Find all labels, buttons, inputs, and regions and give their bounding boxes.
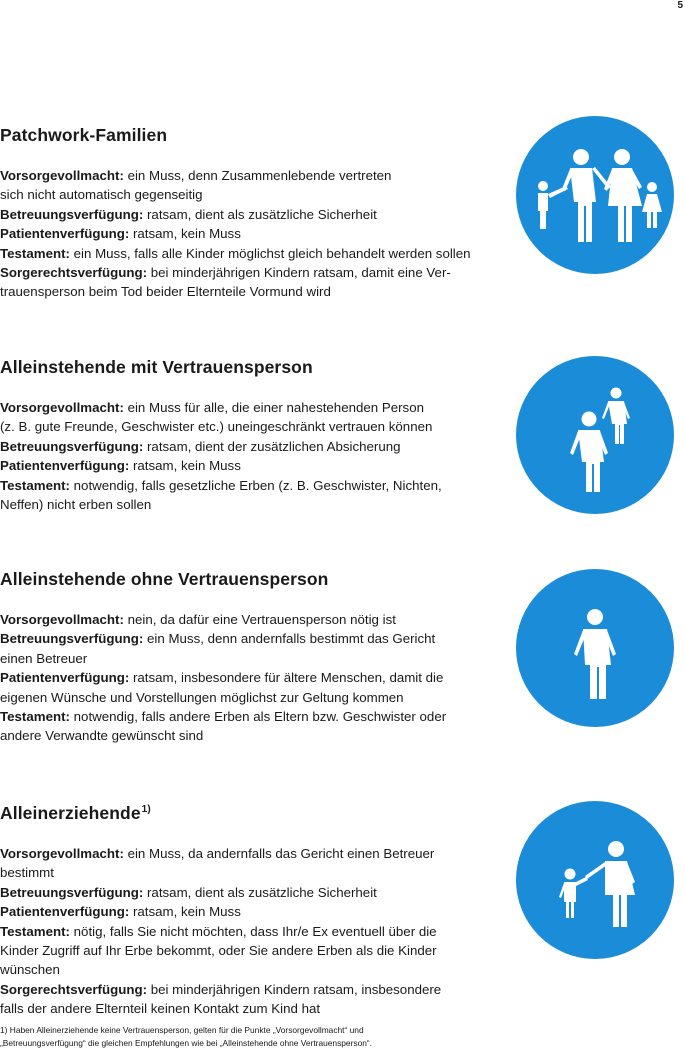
line-label: Sorgerechtsverfügung: — [0, 265, 148, 281]
section-line — [0, 980, 520, 999]
section-line — [0, 224, 520, 243]
line-text: ratsam, kein Muss — [129, 458, 241, 474]
section-line — [0, 649, 520, 668]
line-text: ein Muss, denn Zusammenlebende vertreten — [123, 168, 392, 183]
section-line — [0, 437, 520, 456]
line-text: andere Verwandte gewünscht sind — [0, 728, 204, 744]
section-line — [0, 668, 520, 687]
section-line — [0, 185, 520, 204]
section-single-parents — [0, 799, 520, 1019]
section-line — [0, 244, 520, 263]
line-text: trauensperson beim Tod beider Elternteile Vormund wird — [0, 284, 331, 300]
section-title: Alleinstehende ohne Vertrauensperson — [0, 569, 329, 589]
section-line — [0, 629, 520, 648]
section-line — [0, 883, 520, 902]
section-line — [0, 263, 520, 282]
section-line — [0, 282, 520, 301]
line-label: Vorsorgevollmacht: — [0, 168, 124, 183]
line-label: Betreuungsverfügung: — [0, 206, 144, 222]
section-line — [0, 610, 520, 629]
line-text: Neffen) nicht erben sollen — [0, 497, 152, 513]
line-label: Testament: — [0, 709, 70, 725]
line-label: Testament: — [0, 477, 70, 493]
section-title: Alleinstehende mit Vertrauensperson — [0, 357, 313, 377]
section-body — [0, 844, 520, 1019]
line-label: Patientenverfügung: — [0, 670, 130, 686]
footnote-marker: 1) — [141, 804, 151, 815]
patchwork-family-icon — [516, 116, 674, 274]
section-line — [0, 902, 520, 921]
line-label: Betreuungsverfügung: — [0, 438, 144, 454]
line-text: notwendig, falls andere Erben als Eltern bzw. Geschwister oder — [69, 709, 447, 725]
line-text: ratsam, dient als zusätzliche Sicherheit — [143, 884, 377, 900]
footnote — [0, 1024, 520, 1050]
line-text: ratsam, kein Muss — [129, 904, 241, 920]
line-label: Testament: — [0, 923, 70, 939]
line-text: notwendig, falls gesetzliche Erben (z. B. Geschwister, Nichten, — [69, 477, 442, 493]
line-text: ratsam, dient der zusätzlichen Absicherung — [143, 438, 401, 454]
line-text: falls der andere Elternteil keinen Kontakt zum Kind hat — [0, 1001, 321, 1017]
line-text: ein Muss, denn andernfalls bestimmt das Gericht — [143, 631, 436, 647]
line-text: Kinder Zugriff auf Ihr Erbe bekommt, oder Sie andere Erben als die Kinder — [0, 943, 437, 959]
line-text: wünschen — [0, 962, 60, 978]
line-label: Patientenverfügung: — [0, 458, 130, 474]
line-label: Sorgerechtsverfügung: — [0, 981, 148, 997]
section-line — [0, 844, 520, 863]
line-text: bei minderjährigen Kindern ratsam, damit eine Ver- — [147, 265, 451, 281]
line-label: Vorsorgevollmacht: — [0, 612, 124, 627]
line-text: eigenen Wünsche und Vorstellungen möglichst zur Geltung kommen — [0, 689, 404, 705]
line-label: Patientenverfügung: — [0, 226, 130, 242]
section-patchwork-families — [0, 124, 520, 302]
line-text: (z. B. gute Freunde, Geschwister etc.) uneingeschränkt vertrauen können — [0, 419, 433, 435]
section-line — [0, 495, 520, 514]
section-line — [0, 863, 520, 882]
section-title: Alleinerziehende$^{1)}$ — [0, 803, 151, 823]
section-line — [0, 999, 520, 1018]
line-text: bestimmt — [0, 865, 54, 881]
section-line — [0, 922, 520, 941]
section-line — [0, 476, 520, 495]
section-line — [0, 726, 520, 745]
section-body — [0, 166, 520, 302]
line-text: sich nicht automatisch gegenseitig — [0, 187, 203, 203]
line-text: ein Muss, da andernfalls das Gericht einen Betreuer — [123, 846, 435, 861]
line-text: ein Muss, falls alle Kinder möglichst gleich behandelt werden sollen — [69, 245, 471, 261]
line-label: Testament: — [0, 245, 70, 261]
section-single-with-trusted-person — [0, 356, 520, 514]
section-line — [0, 707, 520, 726]
line-text: ratsam, insbesondere für ältere Menschen, damit die — [129, 670, 444, 686]
line-text: nötig, falls Sie nicht möchten, dass Ihr/e Ex eventuell über die — [69, 923, 437, 939]
line-text: nein, da dafür eine Vertrauensperson nötig ist — [123, 612, 396, 627]
line-label: Vorsorgevollmacht: — [0, 400, 124, 415]
line-text: bei minderjährigen Kindern ratsam, insbesondere — [147, 981, 442, 997]
single-with-trusted-person-icon — [516, 356, 674, 514]
section-line — [0, 417, 520, 436]
line-label: Patientenverfügung: — [0, 904, 130, 920]
single-parent-icon — [516, 801, 674, 959]
section-line — [0, 688, 520, 707]
page-number: 5 — [677, 0, 683, 11]
footnote-line: „Betreuungsverfügung“ die gleichen Empfehlungen wie bei „Alleinstehende ohne Vertrauensperson“. — [0, 1038, 372, 1048]
line-text: ratsam, kein Muss — [129, 226, 241, 242]
line-text: ratsam, dient als zusätzliche Sicherheit — [143, 206, 377, 222]
footnote-line: 1) Haben Alleinerziehende keine Vertrauensperson, gelten für die Punkte „Vorsorgevollmacht“ und — [0, 1025, 364, 1035]
section-line — [0, 166, 520, 185]
line-text: ein Muss für alle, die einer nahestehenden Person — [123, 400, 424, 415]
line-label: Betreuungsverfügung: — [0, 884, 144, 900]
line-label: Vorsorgevollmacht: — [0, 846, 124, 861]
section-title: Patchwork-Familien — [0, 125, 168, 145]
section-line — [0, 941, 520, 960]
section-line — [0, 456, 520, 475]
section-body — [0, 398, 520, 514]
section-body — [0, 610, 520, 746]
line-text: einen Betreuer — [0, 650, 88, 666]
section-line — [0, 205, 520, 224]
line-label: Betreuungsverfügung: — [0, 631, 144, 647]
section-line — [0, 960, 520, 979]
single-person-icon — [516, 569, 674, 727]
section-single-without-trusted-person — [0, 568, 520, 746]
section-line — [0, 398, 520, 417]
